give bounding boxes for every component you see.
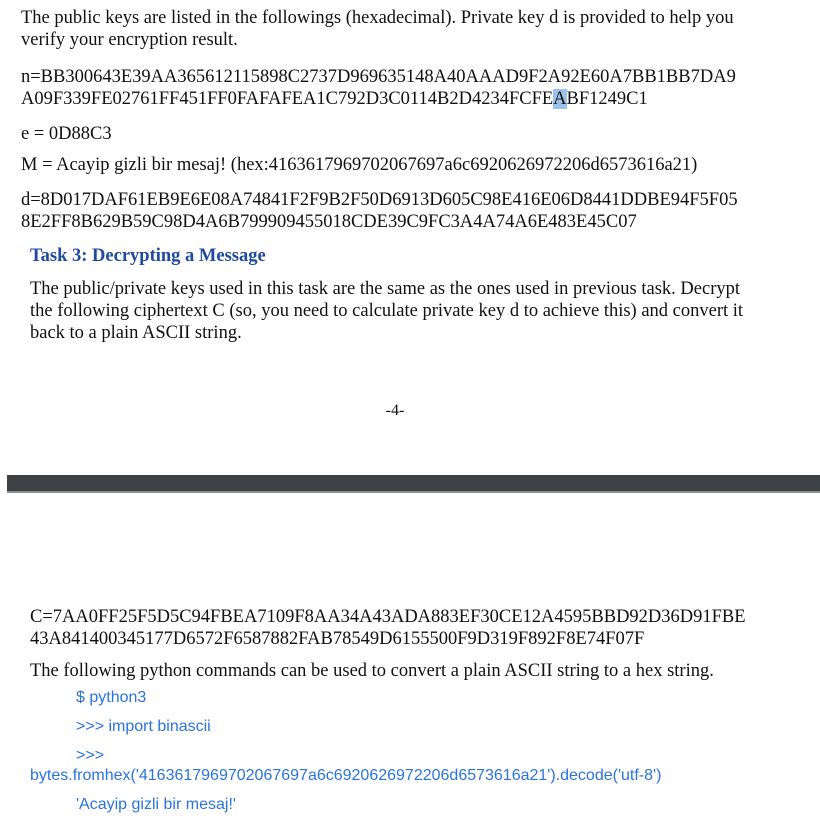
intro-line-2: verify your encryption result.	[21, 30, 238, 50]
ciphertext-line-1: C=7AA0FF25F5D5C94FBEA7109F8AA34A43ADA883EF30CE12A4595BBD92D36D91FBE	[30, 607, 746, 627]
d-value-line-2: 8E2FF8B629B59C98D4A6B799909455018CDE39C9FC3A4A74A6E483E45C07	[21, 212, 637, 232]
code-line-output: 'Acayip gizli bir mesaj!'	[76, 796, 236, 813]
e-value: e = 0D88C3	[21, 124, 112, 144]
ciphertext-line-2: 43A841400345177D6572F6587882FAB78549D6155500F9D319F892F8E74F07F	[30, 629, 645, 649]
text-selection-highlight[interactable]: A	[553, 89, 567, 109]
n-value-line-2-end: BF1249C1	[566, 89, 648, 109]
code-line-import: >>> import binascii	[76, 718, 211, 735]
python-note: The following python commands can be used to convert a plain ASCII string to a hex string.	[30, 661, 714, 681]
d-value-line-1: d=8D017DAF61EB9E6E08A74841F2F9B2F50D6913D605C98E416E06D8441DDBE94F5F05	[21, 190, 738, 210]
n-value-line-1: n=BB300643E39AA365612115898C2737D969635148A40AAAD9F2A92E60A7BB1BB7DA9	[21, 67, 736, 87]
m-value: M = Acayip gizli bir mesaj! (hex:4163617969702067697a6c6920626972206d6573616a21)	[21, 155, 698, 175]
page-number: -4-	[385, 402, 405, 419]
task-3-paragraph-line-3: back to a plain ASCII string.	[30, 323, 242, 343]
code-line-fromhex: bytes.fromhex('4163617969702067697a6c6920626972206d6573616a21').decode('utf-8')	[30, 767, 662, 784]
page-break-divider	[7, 475, 820, 493]
task-3-paragraph-line-1: The public/private keys used in this task are the same as the ones used in previous task. Decrypt	[30, 279, 741, 299]
code-line-prompt: >>>	[76, 747, 105, 764]
n-value-line-2-start: A09F339FE02761FF451FF0FAFAFEA1C792D3C0114B2D4234FCFE	[21, 89, 554, 109]
task-3-paragraph-line-2: the following ciphertext C (so, you need to calculate private key d to achieve this) and convert it	[30, 301, 744, 321]
intro-line-1: The public keys are listed in the followings (hexadecimal). Private key d is provided to help you	[21, 8, 734, 28]
n-value-line-2	[21, 88, 648, 110]
code-line-python3: $ python3	[76, 689, 147, 706]
task-3-heading: Task 3: Decrypting a Message	[30, 246, 266, 266]
